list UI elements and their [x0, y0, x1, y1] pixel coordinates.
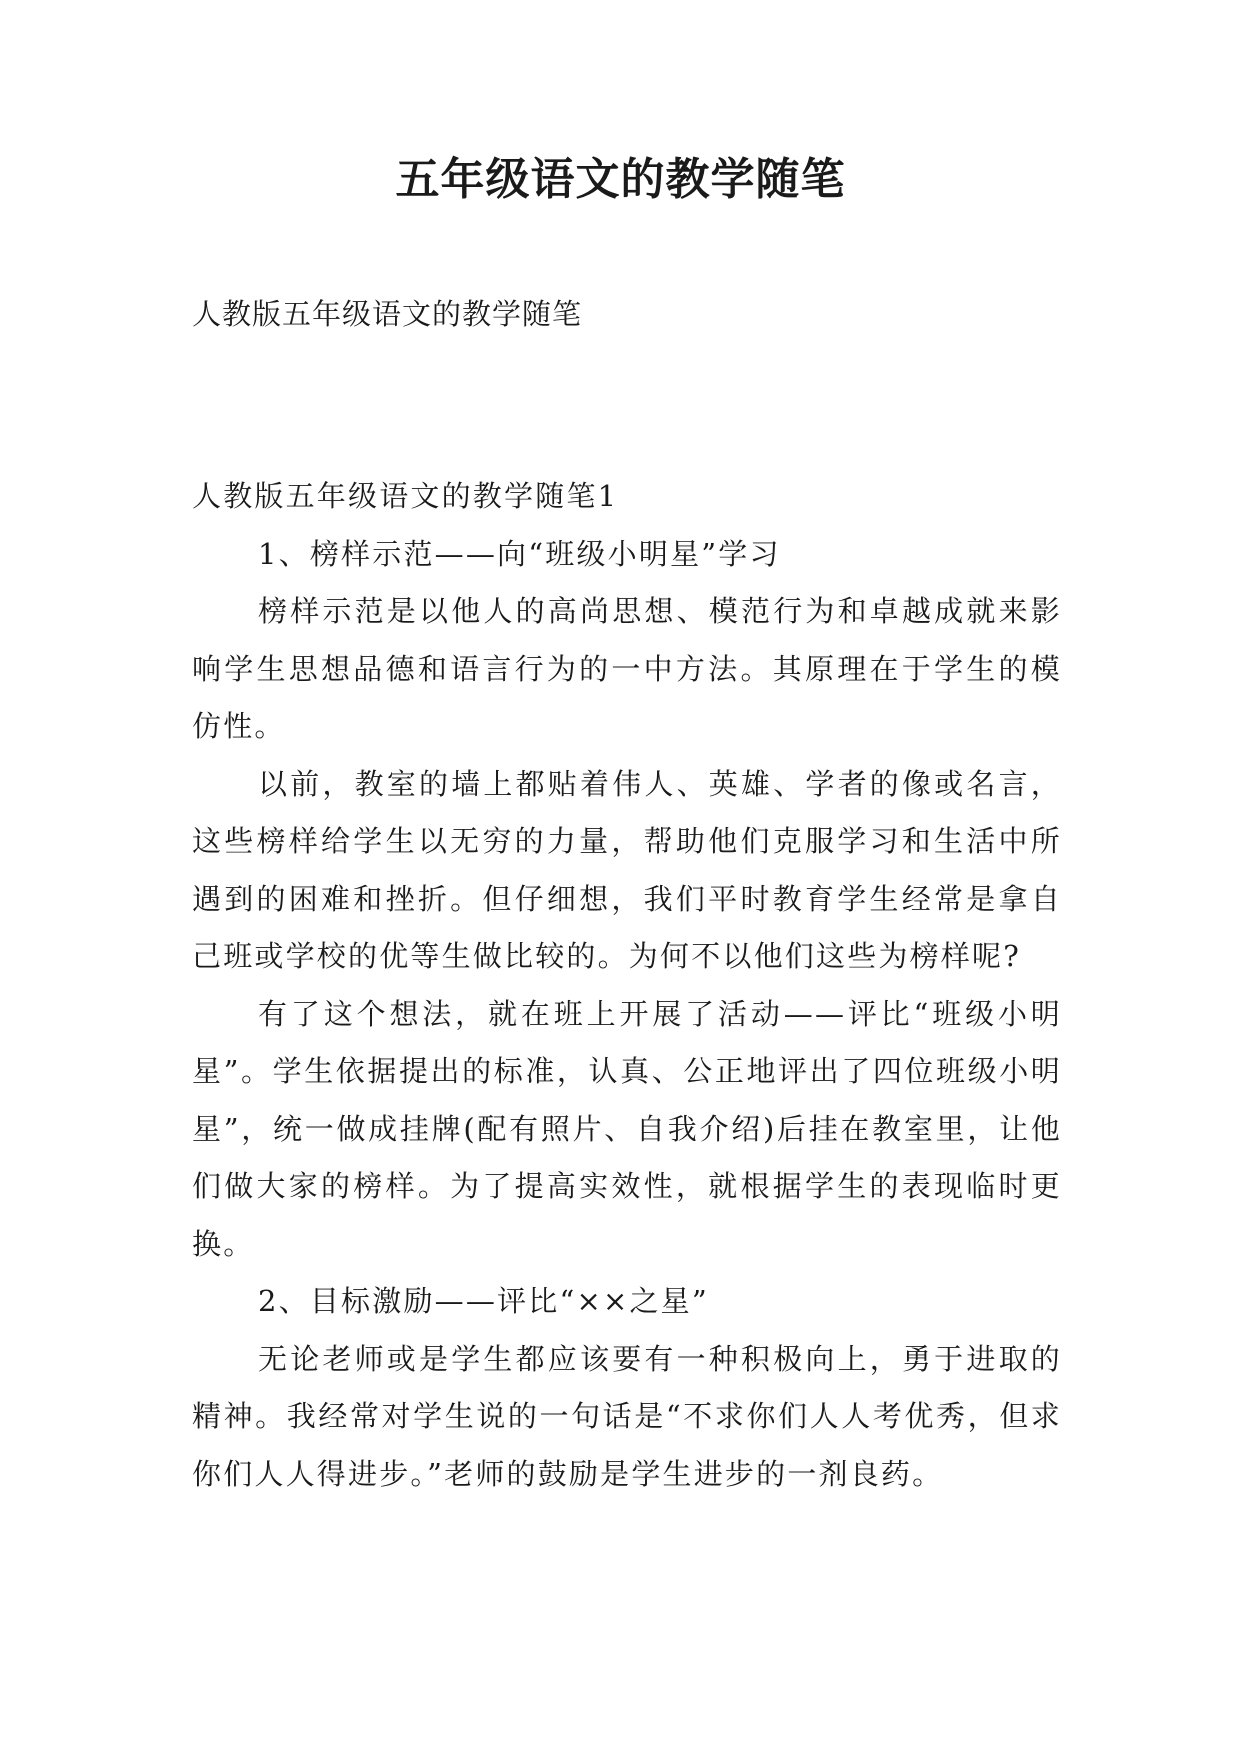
section-heading: 人教版五年级语文的教学随笔1: [192, 479, 619, 513]
document-subtitle: 人教版五年级语文的教学随笔: [192, 297, 583, 331]
paragraph: 榜样示范是以他人的高尚思想、模范行为和卓越成就来影响学生思想品德和语言行为的一中方法。其原理在于学生的模仿性。: [192, 594, 1062, 743]
paragraph-heading-1: 1、榜样示范——向“班级小明星”学习: [258, 536, 781, 571]
paragraph: 无论老师或是学生都应该要有一种积极向上，勇于进取的精神。我经常对学生说的一句话是“不求你们人人考优秀，但求你们人人得进步。”老师的鼓励是学生进步的一剂良药。: [192, 1341, 1062, 1491]
paragraph-heading-2: 2、目标激励——评比“××之星”: [258, 1284, 709, 1318]
paragraph: 有了这个想法，就在班上开展了活动——评比“班级小明星”。学生依据提出的标准，认真、公正地评出了四位班级小明星”，统一做成挂牌(配有照片、自我介绍)后挂在教室里，让他们做大家的榜样。为了提高实效性，就根据学生的表现临时更换。: [192, 996, 1062, 1261]
paragraph: 以前，教室的墙上都贴着伟人、英雄、学者的像或名言，这些榜样给学生以无穷的力量，帮助他们克服学习和生活中所遇到的困难和挫折。但仔细想，我们平时教育学生经常是拿自己班或学校的优等生做比较的。为何不以他们这些为榜样呢?: [192, 766, 1062, 973]
document-body: [192, 468, 1062, 1503]
document-title: 五年级语文的教学随笔: [395, 154, 846, 205]
